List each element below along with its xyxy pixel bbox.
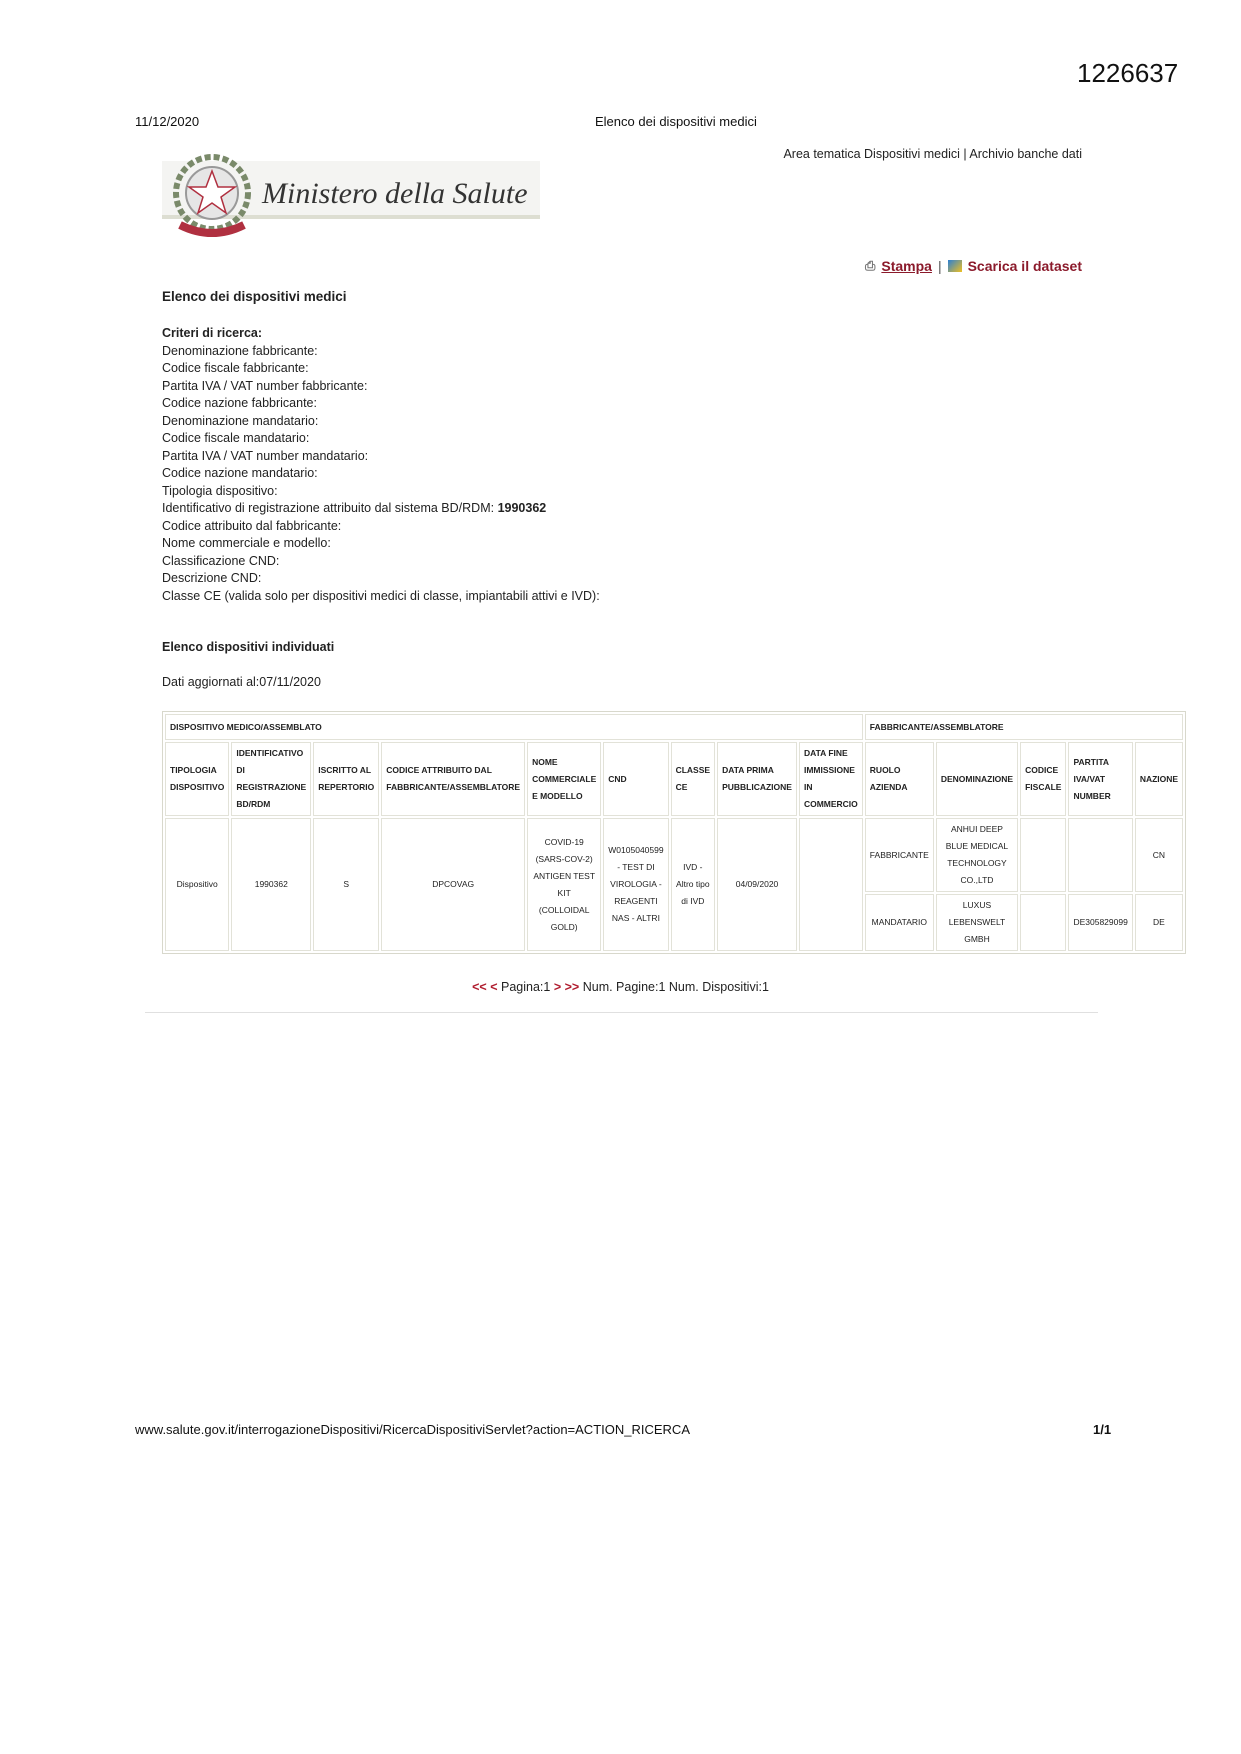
- criteria-item: [162, 483, 600, 501]
- criteria-label: Codice nazione fabbricante:: [162, 396, 317, 410]
- group-header-device: DISPOSITIVO MEDICO/ASSEMBLATO: [165, 714, 863, 740]
- data-updated: Dati aggiornati al:07/11/2020: [162, 675, 321, 689]
- column-header: RUOLO AZIENDA: [865, 742, 934, 816]
- first-page-link[interactable]: <<: [472, 980, 487, 994]
- download-icon[interactable]: [948, 260, 962, 272]
- criteria-label: Classificazione CND:: [162, 553, 280, 568]
- criteria-label: Codice fiscale fabbricante:: [162, 361, 309, 375]
- table-row: [165, 818, 1183, 892]
- criteria-item: [162, 518, 600, 536]
- column-header: CODICE FISCALE: [1020, 742, 1066, 816]
- column-header: DENOMINAZIONE: [936, 742, 1018, 816]
- criteria-title: Criteri di ricerca:: [162, 326, 263, 340]
- criteria-label: Codice attribuito dal fabbricante:: [162, 518, 342, 533]
- print-date: 11/12/2020: [135, 114, 200, 129]
- area-tematica-link[interactable]: Area tematica Dispositivi medici: [783, 147, 960, 161]
- cell-tipologia: Dispositivo: [165, 818, 229, 951]
- criteria-item: [162, 395, 600, 413]
- column-header: PARTITA IVA/VAT NUMBER: [1068, 742, 1132, 816]
- pagination: [0, 980, 1241, 994]
- criteria-item: [162, 588, 600, 606]
- criteria-item: [162, 378, 600, 396]
- top-links: [783, 147, 1082, 161]
- criteria-label: Denominazione mandatario:: [162, 413, 319, 428]
- criteria-label: Tipologia dispositivo:: [162, 483, 278, 498]
- criteria-label: Partita IVA / VAT number fabbricante:: [162, 378, 368, 393]
- cell-data-fine: [799, 818, 863, 951]
- print-title: Elenco dei dispositivi medici: [595, 114, 757, 129]
- download-dataset-link[interactable]: Scarica il dataset: [967, 258, 1082, 274]
- column-header: CLASSE CE: [671, 742, 715, 816]
- cell-nazione: CN: [1135, 818, 1183, 892]
- column-header: NAZIONE: [1135, 742, 1183, 816]
- ministry-logo[interactable]: [162, 151, 542, 243]
- column-header: CND: [603, 742, 668, 816]
- document-number: 1226637: [1077, 58, 1179, 88]
- criteria-item: [162, 553, 600, 571]
- criteria-label: Codice nazione mandatario:: [162, 466, 318, 480]
- last-page-link[interactable]: >>: [564, 980, 580, 994]
- column-header: CODICE ATTRIBUITO DAL FABBRICANTE/ASSEMBLATORE: [381, 742, 525, 816]
- page-heading: Elenco dei dispositivi medici: [162, 289, 347, 304]
- prev-page-link[interactable]: <: [490, 980, 498, 994]
- actions-bar: [865, 258, 1082, 274]
- cell-partita-iva: [1068, 818, 1132, 892]
- pager-summary: Num. Pagine:1 Num. Dispositivi:1: [582, 980, 769, 994]
- archivio-link[interactable]: Archivio banche dati: [969, 147, 1082, 161]
- divider: [145, 1012, 1098, 1013]
- footer-url: www.salute.gov.it/interrogazioneDispositivi/RicercaDispositiviServlet?action=ACTION_RICERCA: [135, 1422, 690, 1437]
- column-header: ISCRITTO AL REPERTORIO: [313, 742, 379, 816]
- criteria-item: [162, 570, 600, 588]
- cell-denominazione: LUXUS LEBENSWELT GMBH: [936, 894, 1018, 951]
- criteria-item: [162, 343, 600, 361]
- cell-classe: IVD - Altro tipo di IVD: [671, 818, 715, 951]
- criteria-item: [162, 448, 600, 466]
- criteria-item: [162, 535, 600, 553]
- cell-identificativo: 1990362: [231, 818, 311, 951]
- criteria-value: 1990362: [497, 501, 547, 515]
- column-header: DATA FINE IMMISSIONE IN COMMERCIO: [799, 742, 863, 816]
- printer-icon[interactable]: ⎙: [864, 258, 876, 273]
- current-page: Pagina:1: [500, 980, 551, 994]
- criteria-label: Nome commerciale e modello:: [162, 536, 331, 550]
- cell-codice-fiscale: [1020, 894, 1066, 951]
- cell-data-prima: 04/09/2020: [717, 818, 797, 951]
- column-header: TIPOLOGIA DISPOSITIVO: [165, 742, 229, 816]
- logo-emblem-icon: [162, 151, 542, 243]
- criteria-item: [162, 360, 600, 378]
- criteria-item: [162, 465, 600, 483]
- cell-ruolo: FABBRICANTE: [865, 818, 934, 892]
- criteria-label: Denominazione fabbricante:: [162, 343, 318, 358]
- criteria-label: Partita IVA / VAT number mandatario:: [162, 448, 369, 463]
- column-header: NOME COMMERCIALE E MODELLO: [527, 742, 601, 816]
- criteria-item: [162, 430, 600, 448]
- cell-codice: DPCOVAG: [381, 818, 525, 951]
- cell-denominazione: ANHUI DEEP BLUE MEDICAL TECHNOLOGY CO.,LTD: [936, 818, 1018, 892]
- cell-partita-iva: DE305829099: [1068, 894, 1132, 951]
- cell-nome: COVID-19 (SARS-COV-2) ANTIGEN TEST KIT (COLLOIDAL GOLD): [527, 818, 601, 951]
- footer-page-number: 1/1: [1093, 1422, 1112, 1437]
- criteria-item: [162, 500, 600, 518]
- next-page-link[interactable]: >: [553, 980, 562, 994]
- separator: |: [937, 258, 942, 274]
- column-header: IDENTIFICATIVO DI REGISTRAZIONE BD/RDM: [231, 742, 311, 816]
- devices-table: [162, 711, 1186, 954]
- criteria-item: [162, 413, 600, 431]
- cell-iscritto: S: [313, 818, 379, 951]
- column-header: DATA PRIMA PUBBLICAZIONE: [717, 742, 797, 816]
- cell-ruolo: MANDATARIO: [865, 894, 934, 951]
- criteria-label: Identificativo di registrazione attribuito dal sistema BD/RDM:: [162, 501, 495, 515]
- cell-cnd: W0105040599 - TEST DI VIROLOGIA - REAGENTI NAS - ALTRI: [603, 818, 668, 951]
- separator: |: [963, 147, 967, 161]
- results-title: Elenco dispositivi individuati: [162, 640, 335, 654]
- cell-codice-fiscale: [1020, 818, 1066, 892]
- search-criteria: [162, 325, 600, 605]
- criteria-label: Descrizione CND:: [162, 571, 262, 585]
- svg-text:Ministero della Salute: Ministero della Salute: [262, 177, 528, 210]
- cell-nazione: DE: [1135, 894, 1183, 951]
- print-link[interactable]: Stampa: [881, 258, 932, 274]
- criteria-label: Classe CE (valida solo per dispositivi medici di classe, impiantabili attivi e IVD):: [162, 588, 600, 603]
- group-header-maker: FABBRICANTE/ASSEMBLATORE: [865, 714, 1183, 740]
- criteria-label: Codice fiscale mandatario:: [162, 431, 310, 445]
